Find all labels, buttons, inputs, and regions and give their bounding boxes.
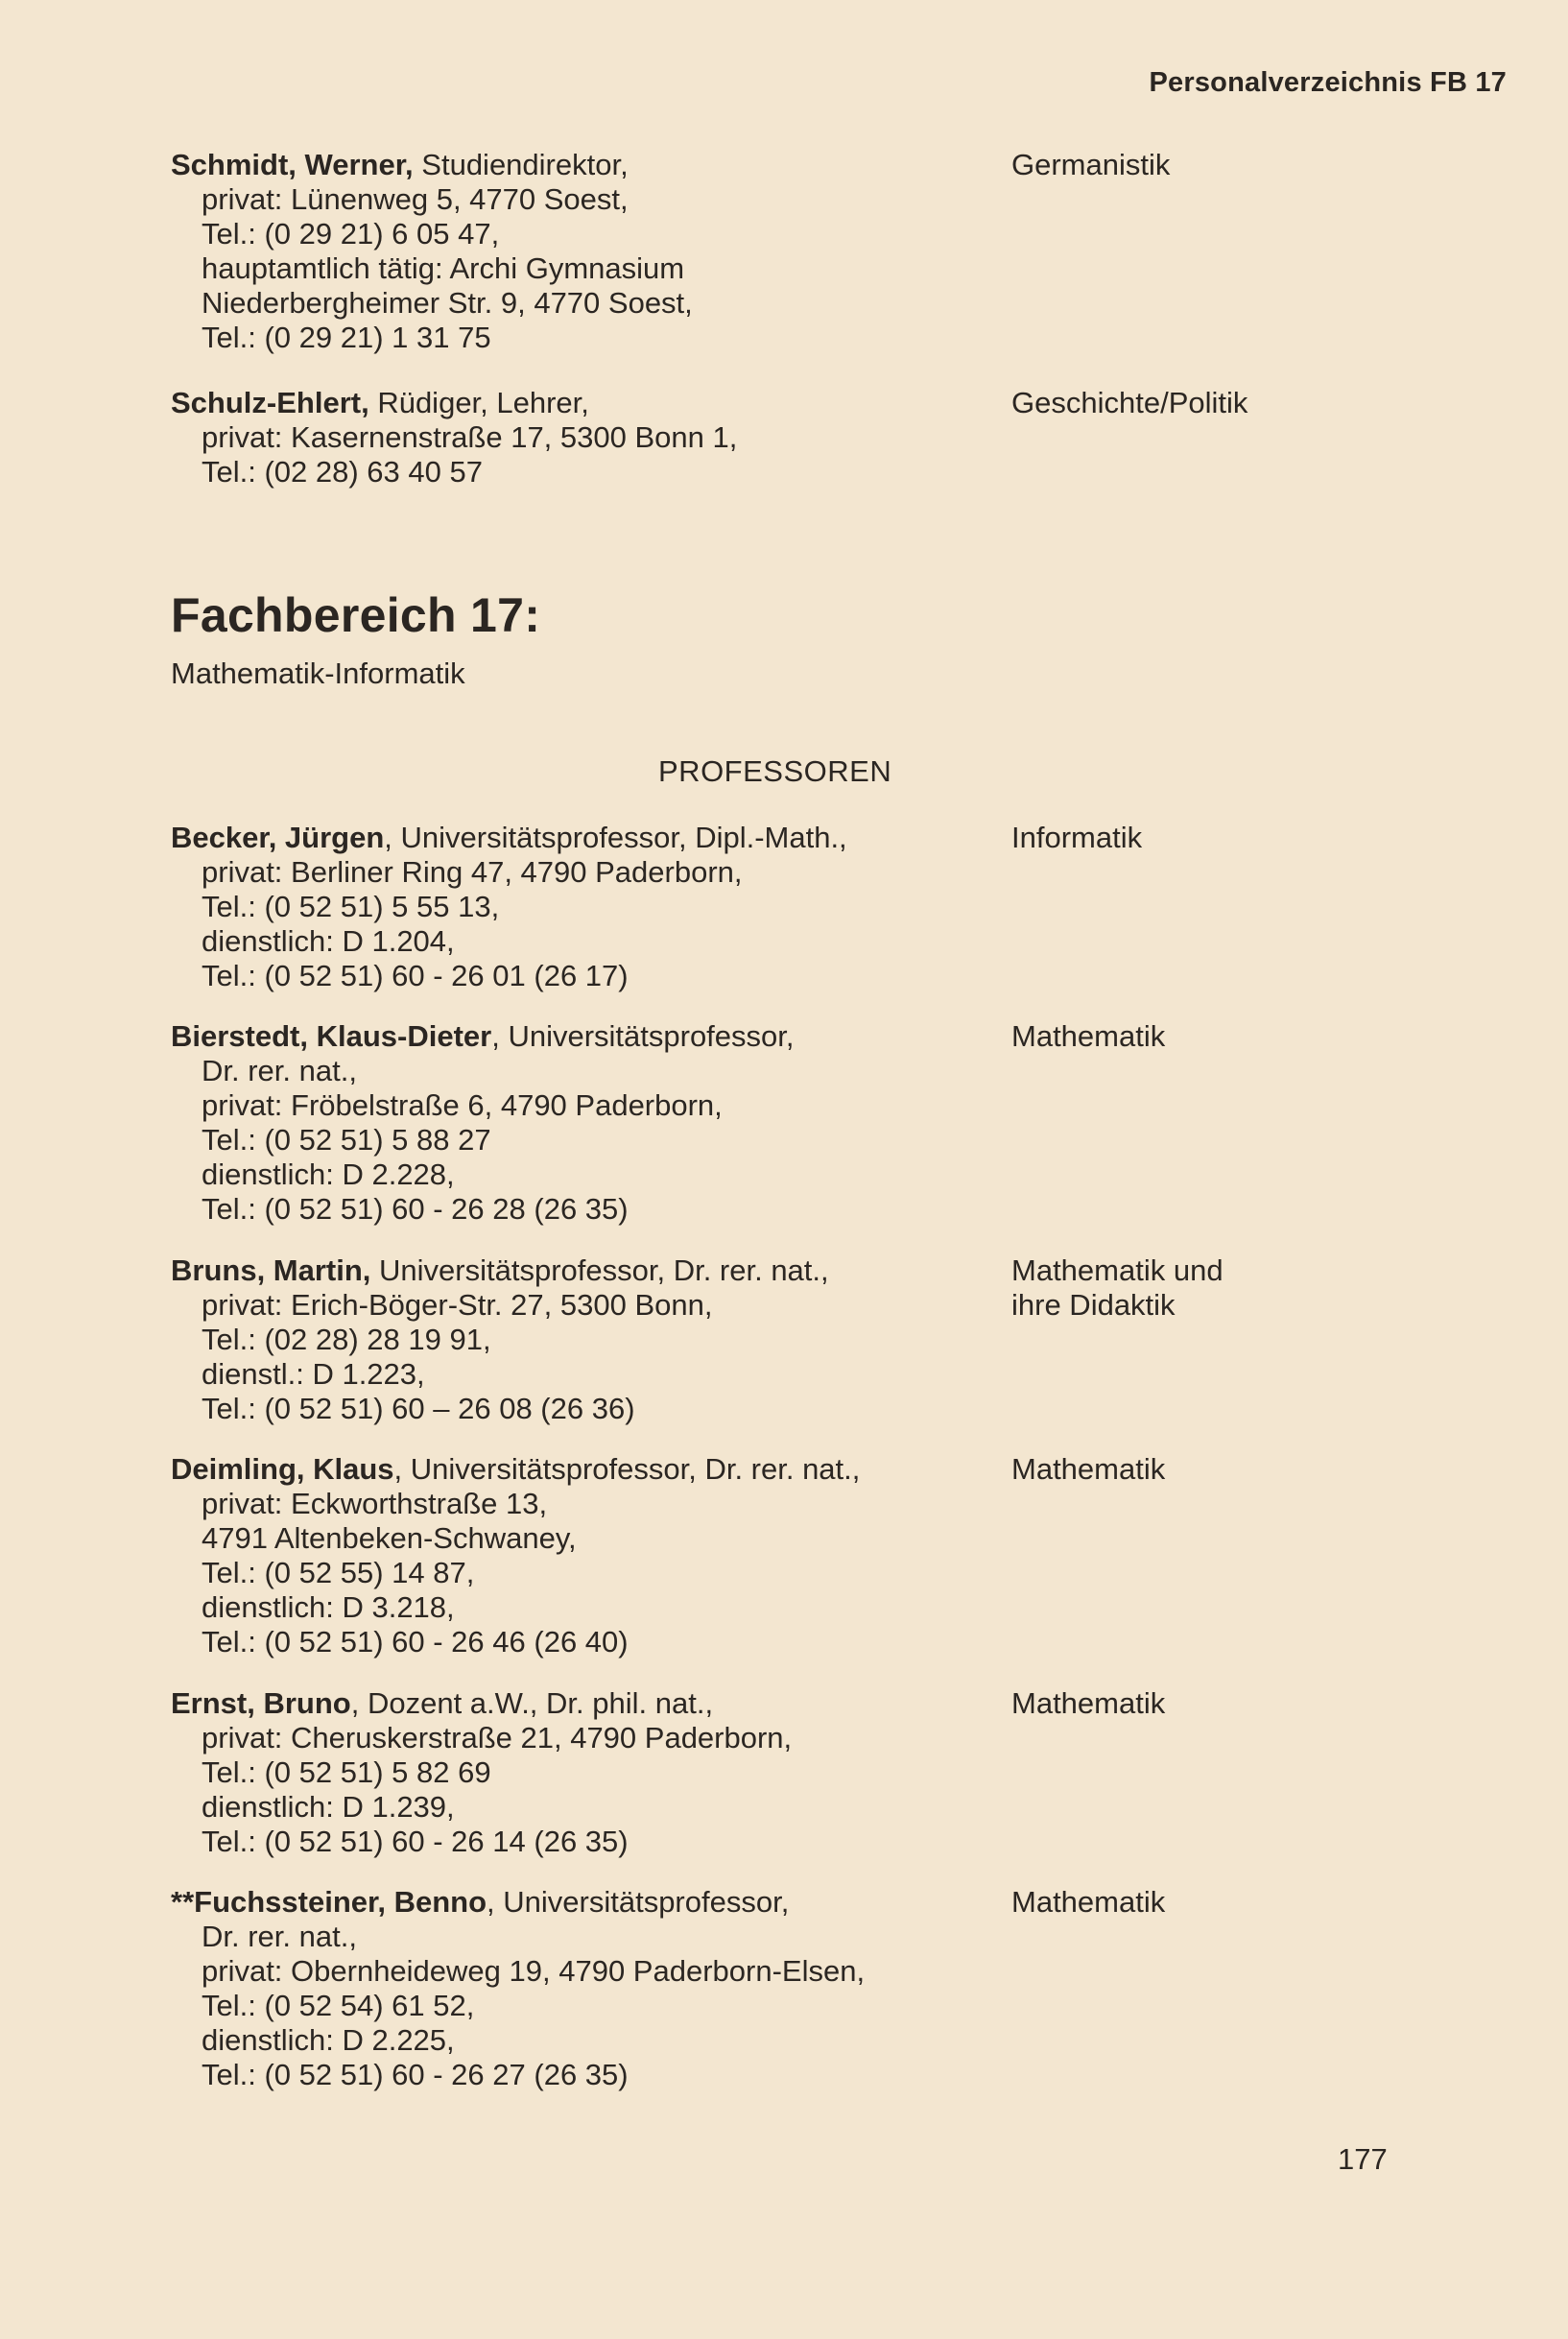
entry-line: dienstlich: D 1.204, bbox=[202, 924, 455, 958]
entry-line: Tel.: (0 52 51) 60 - 26 46 (26 40) bbox=[202, 1625, 629, 1659]
entry-line: Tel.: (0 52 51) 60 - 26 01 (26 17) bbox=[202, 959, 629, 992]
entry-name: Becker, Jürgen bbox=[171, 821, 385, 854]
entry-title: , Universitätsprofessor, Dr. rer. nat., bbox=[393, 1452, 861, 1486]
entry-subject bbox=[1011, 1452, 1414, 1487]
entry-line: Tel.: (0 52 51) 60 - 26 14 (26 35) bbox=[202, 1825, 629, 1858]
entry-line: Tel.: (0 52 51) 5 55 13, bbox=[202, 890, 500, 923]
entry-line: Niederbergheimer Str. 9, 4770 Soest, bbox=[202, 286, 693, 320]
entry-line: Tel.: (0 52 51) 60 – 26 08 (26 36) bbox=[202, 1392, 635, 1425]
entry-title: Universitätsprofessor, Dr. rer. nat., bbox=[370, 1253, 829, 1287]
entry-name: Ernst, Bruno bbox=[171, 1686, 351, 1720]
subject-line: Mathematik bbox=[1011, 1019, 1166, 1053]
entry-title: Rüdiger, Lehrer, bbox=[368, 386, 589, 419]
subject-line: Germanistik bbox=[1011, 148, 1171, 181]
entry-line: Tel.: (0 29 21) 6 05 47, bbox=[202, 217, 500, 251]
entry-line: Dr. rer. nat., bbox=[202, 1054, 357, 1087]
entry-line: privat: Lünenweg 5, 4770 Soest, bbox=[202, 182, 629, 216]
entry-line: Tel.: (0 52 51) 60 - 26 28 (26 35) bbox=[202, 1192, 629, 1226]
directory-entry-becker bbox=[171, 821, 1418, 993]
entry-line: dienstlich: D 3.218, bbox=[202, 1590, 455, 1624]
entry-name: Bierstedt, Klaus-Dieter bbox=[171, 1019, 492, 1053]
running-header: Personalverzeichnis FB 17 bbox=[1149, 67, 1507, 98]
directory-entry-bruns bbox=[171, 1253, 1418, 1426]
entry-line: Dr. rer. nat., bbox=[202, 1920, 357, 1953]
directory-entry-ernst bbox=[171, 1686, 1418, 1859]
entry-title: , Universitätsprofessor, Dipl.-Math., bbox=[384, 821, 847, 854]
section-subtitle: Mathematik-Informatik bbox=[171, 656, 465, 690]
subject-line: Mathematik bbox=[1011, 1452, 1166, 1486]
entry-subject bbox=[1011, 148, 1414, 182]
entry-line: Tel.: (02 28) 28 19 91, bbox=[202, 1323, 491, 1356]
subject-line: Informatik bbox=[1011, 821, 1143, 854]
entry-name: **Fuchssteiner, Benno bbox=[171, 1885, 487, 1919]
entry-title: , Dozent a.W., Dr. phil. nat., bbox=[350, 1686, 714, 1720]
entry-line: Tel.: (0 52 55) 14 87, bbox=[202, 1556, 475, 1589]
entry-line: Tel.: (0 52 54) 61 52, bbox=[202, 1989, 475, 2022]
directory-entry-deimling bbox=[171, 1452, 1418, 1659]
entry-line: dienstlich: D 2.225, bbox=[202, 2023, 455, 2057]
entry-line: privat: Obernheideweg 19, 4790 Paderborn-Elsen, bbox=[202, 1954, 866, 1988]
subject-line: Mathematik bbox=[1011, 1686, 1166, 1720]
entry-line: dienstlich: D 2.228, bbox=[202, 1158, 455, 1191]
entry-line: dienstlich: D 1.239, bbox=[202, 1790, 455, 1824]
entry-line: Tel.: (0 52 51) 5 82 69 bbox=[202, 1755, 491, 1789]
entry-subject bbox=[1011, 1686, 1414, 1721]
entry-subject bbox=[1011, 821, 1414, 855]
entry-line: privat: Fröbelstraße 6, 4790 Paderborn, bbox=[202, 1088, 723, 1122]
group-heading: PROFESSOREN bbox=[658, 754, 892, 788]
entry-line: Tel.: (0 52 51) 5 88 27 bbox=[202, 1123, 491, 1157]
section-title: Fachbereich 17: bbox=[171, 588, 541, 642]
entry-name: Bruns, Martin, bbox=[171, 1253, 371, 1287]
entry-name: Deimling, Klaus bbox=[171, 1452, 394, 1486]
entry-line: dienstl.: D 1.223, bbox=[202, 1357, 425, 1391]
entry-title: Studiendirektor, bbox=[413, 148, 629, 181]
entry-subject bbox=[1011, 1019, 1414, 1054]
entry-line: privat: Kasernenstraße 17, 5300 Bonn 1, bbox=[202, 420, 738, 454]
directory-entry-schulz-ehlert bbox=[171, 386, 1418, 489]
subject-line: Mathematik und bbox=[1011, 1253, 1224, 1287]
subject-line: ihre Didaktik bbox=[1011, 1288, 1176, 1322]
entry-line: privat: Cheruskerstraße 21, 4790 Paderborn, bbox=[202, 1721, 793, 1754]
page-number: 177 bbox=[1338, 2142, 1388, 2176]
entry-name: Schulz-Ehlert, bbox=[171, 386, 369, 419]
entry-subject bbox=[1011, 1885, 1414, 1920]
entry-line: Tel.: (02 28) 63 40 57 bbox=[202, 455, 483, 489]
entry-title: , Universitätsprofessor, bbox=[491, 1019, 795, 1053]
entry-subject bbox=[1011, 386, 1414, 420]
entry-line: Tel.: (0 52 51) 60 - 26 27 (26 35) bbox=[202, 2058, 629, 2091]
directory-entry-fuchssteiner bbox=[171, 1885, 1418, 2092]
entry-line: hauptamtlich tätig: Archi Gymnasium bbox=[202, 251, 685, 285]
entry-line: privat: Eckworthstraße 13, bbox=[202, 1487, 548, 1520]
entry-title: , Universitätsprofessor, bbox=[487, 1885, 790, 1919]
entry-line: 4791 Altenbeken-Schwaney, bbox=[202, 1521, 577, 1555]
directory-entry-schmidt bbox=[171, 148, 1418, 355]
entry-name: Schmidt, Werner, bbox=[171, 148, 414, 181]
entry-subject bbox=[1011, 1253, 1414, 1323]
entry-line: privat: Berliner Ring 47, 4790 Paderborn, bbox=[202, 855, 743, 889]
entry-line: Tel.: (0 29 21) 1 31 75 bbox=[202, 321, 491, 354]
subject-line: Mathematik bbox=[1011, 1885, 1166, 1919]
entry-line: privat: Erich-Böger-Str. 27, 5300 Bonn, bbox=[202, 1288, 713, 1322]
directory-entry-bierstedt bbox=[171, 1019, 1418, 1227]
subject-line: Geschichte/Politik bbox=[1011, 386, 1248, 419]
